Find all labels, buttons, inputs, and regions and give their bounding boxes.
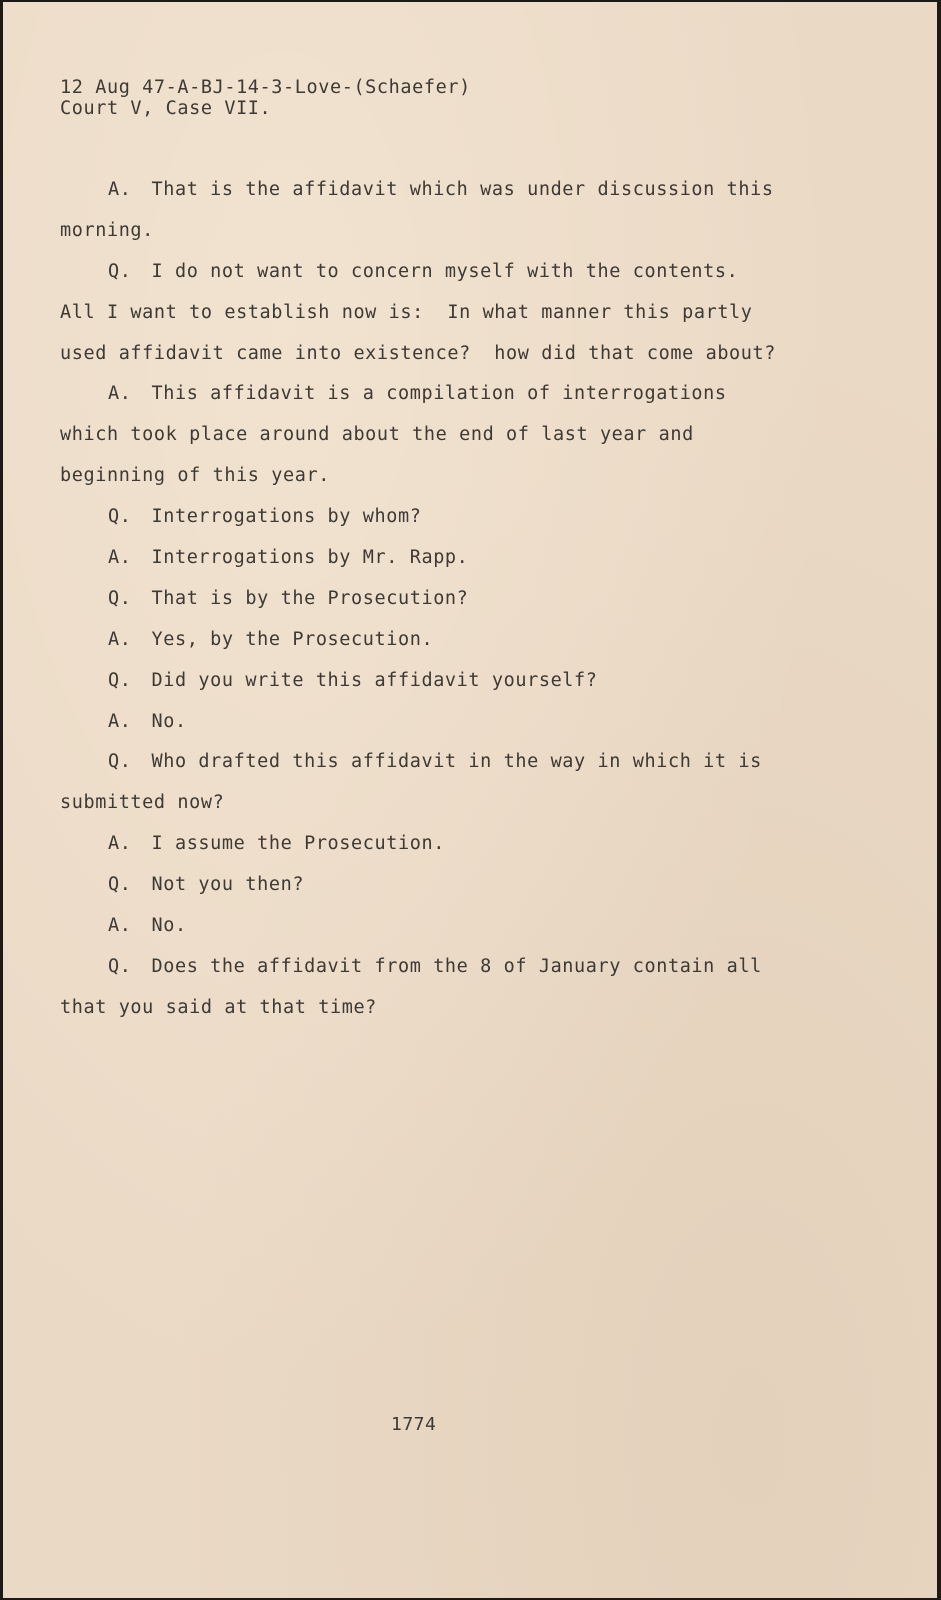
transcript-text: I do not want to concern myself with the contents. xyxy=(151,260,739,282)
transcript-text: Interrogations by whom? xyxy=(151,506,422,528)
speaker-label: A. xyxy=(108,710,132,732)
transcript-line xyxy=(60,620,840,661)
speaker-label: Q. xyxy=(108,587,132,609)
transcript-text: That is the affidavit which was under discussion this xyxy=(151,179,774,200)
speaker-label: A. xyxy=(108,628,132,650)
page-number: 1774 xyxy=(391,1414,437,1435)
transcript-text: Who drafted this affidavit in the way in which it is xyxy=(151,751,762,773)
transcript-line xyxy=(60,702,840,743)
transcript-text: Not you then? xyxy=(151,874,305,896)
speaker-label: A. xyxy=(108,547,132,569)
transcript-line xyxy=(60,374,840,415)
transcript-line: which took place around about the end of last year and xyxy=(60,424,694,446)
transcript-line xyxy=(60,252,840,293)
transcript-line xyxy=(60,947,840,988)
case-reference: 12 Aug 47-A-BJ-14-3-Love-(Schaefer) xyxy=(60,77,471,98)
transcript-line xyxy=(60,661,840,702)
transcript-line xyxy=(60,538,840,579)
transcript-line xyxy=(60,865,840,906)
transcript-line xyxy=(60,497,840,538)
transcript-line xyxy=(60,742,840,783)
transcript-line: beginning of this year. xyxy=(60,465,330,487)
transcript-line: used affidavit came into existence? how did that come about? xyxy=(60,342,777,364)
speaker-label: Q. xyxy=(108,874,132,896)
transcript-text: I assume the Prosecution. xyxy=(151,833,445,855)
speaker-label: A. xyxy=(108,833,132,855)
transcript-line xyxy=(60,579,840,620)
speaker-label: A. xyxy=(108,179,132,200)
transcript-text: That is by the Prosecution? xyxy=(151,587,469,609)
transcript-line xyxy=(60,906,840,947)
transcript-text: No. xyxy=(151,915,187,937)
speaker-label: Q. xyxy=(108,669,132,691)
transcript-line xyxy=(60,824,840,865)
transcript-text: Interrogations by Mr. Rapp. xyxy=(151,547,469,569)
transcript-text: No. xyxy=(151,710,187,732)
transcript-text: Yes, by the Prosecution. xyxy=(151,628,434,650)
transcript-line: All I want to establish now is: In what manner this partly xyxy=(60,301,753,323)
transcript-line: morning. xyxy=(60,219,154,241)
transcript-line xyxy=(60,170,840,211)
transcript-body xyxy=(60,170,840,1029)
transcript-line: submitted now? xyxy=(60,792,225,814)
document-header xyxy=(60,77,471,119)
speaker-label: Q. xyxy=(108,260,132,282)
speaker-label: Q. xyxy=(108,506,132,528)
speaker-label: A. xyxy=(108,915,132,937)
speaker-label: Q. xyxy=(108,751,132,773)
document-page xyxy=(3,2,937,1598)
speaker-label: A. xyxy=(108,383,132,405)
transcript-line: that you said at that time? xyxy=(60,996,377,1018)
court-case-label: Court V, Case VII. xyxy=(60,98,272,119)
transcript-text: This affidavit is a compilation of interrogations xyxy=(151,383,727,405)
transcript-text: Did you write this affidavit yourself? xyxy=(151,669,598,691)
speaker-label: Q. xyxy=(108,955,132,977)
transcript-text: Does the affidavit from the 8 of January contain all xyxy=(151,955,762,977)
